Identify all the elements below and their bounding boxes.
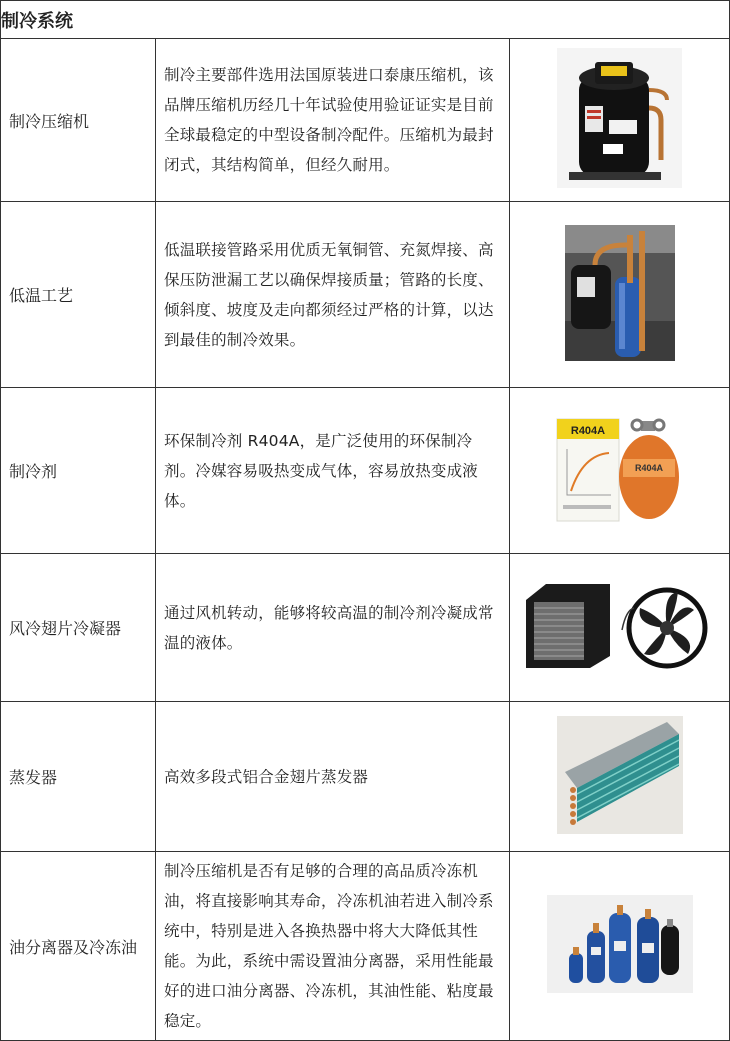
box-label: R404A: [570, 424, 605, 437]
component-description: 制冷主要部件选用法国原装进口泰康压缩机，该品牌压缩机历经几十年试验使用验证证实是目前全球最稳定的中型设备制冷配件。压缩机为最封闭式，其结构简单，但经久耐用。: [156, 39, 510, 202]
component-description: 低温联接管路采用优质无氧铜管、充氮焊接、高保压防泄漏工艺以确保焊接质量；管路的长度、倾斜度、坡度及走向都须经过严格的计算，以达到最佳的制冷效果。: [156, 202, 510, 388]
oil-separator-photo: [547, 895, 693, 993]
component-name: 制冷剂: [1, 388, 156, 554]
compressor-photo: [557, 48, 682, 188]
section-header-row: [1, 1, 730, 39]
section-title: 制冷系统: [1, 1, 730, 39]
table-row: [1, 388, 730, 554]
table-row: [1, 554, 730, 702]
component-description: 通过风机转动，能够将较高温的制冷剂冷凝成常温的液体。: [156, 554, 510, 702]
table-row: [1, 852, 730, 1041]
component-name: 油分离器及冷冻油: [1, 852, 156, 1041]
table-row: [1, 202, 730, 388]
tank-label: R404A: [634, 462, 663, 473]
piping-photo: [565, 225, 675, 361]
component-name: 制冷压缩机: [1, 39, 156, 202]
condenser-photo: [522, 580, 718, 672]
component-description: 制冷压缩机是否有足够的合理的高品质冷冻机油，将直接影响其寿命，冷冻机油若进入制冷系统中，特别是进入各换热器中将大大降低其性能。为此，系统中需设置油分离器，采用性能最好的进口油分离器、冷冻机，其油性能、粘度最稳定。: [156, 852, 510, 1041]
component-name: 低温工艺: [1, 202, 156, 388]
component-description: 高效多段式铝合金翅片蒸发器: [156, 702, 510, 852]
component-name: 风冷翅片冷凝器: [1, 554, 156, 702]
component-description: 环保制冷剂 R404A，是广泛使用的环保制冷剂。冷媒容易吸热变成气体，容易放热变成液体。: [156, 388, 510, 554]
component-name: 蒸发器: [1, 702, 156, 852]
refrigerant-photo: [553, 415, 687, 523]
evaporator-photo: [557, 716, 683, 834]
table-row: [1, 39, 730, 202]
table-row: [1, 702, 730, 852]
